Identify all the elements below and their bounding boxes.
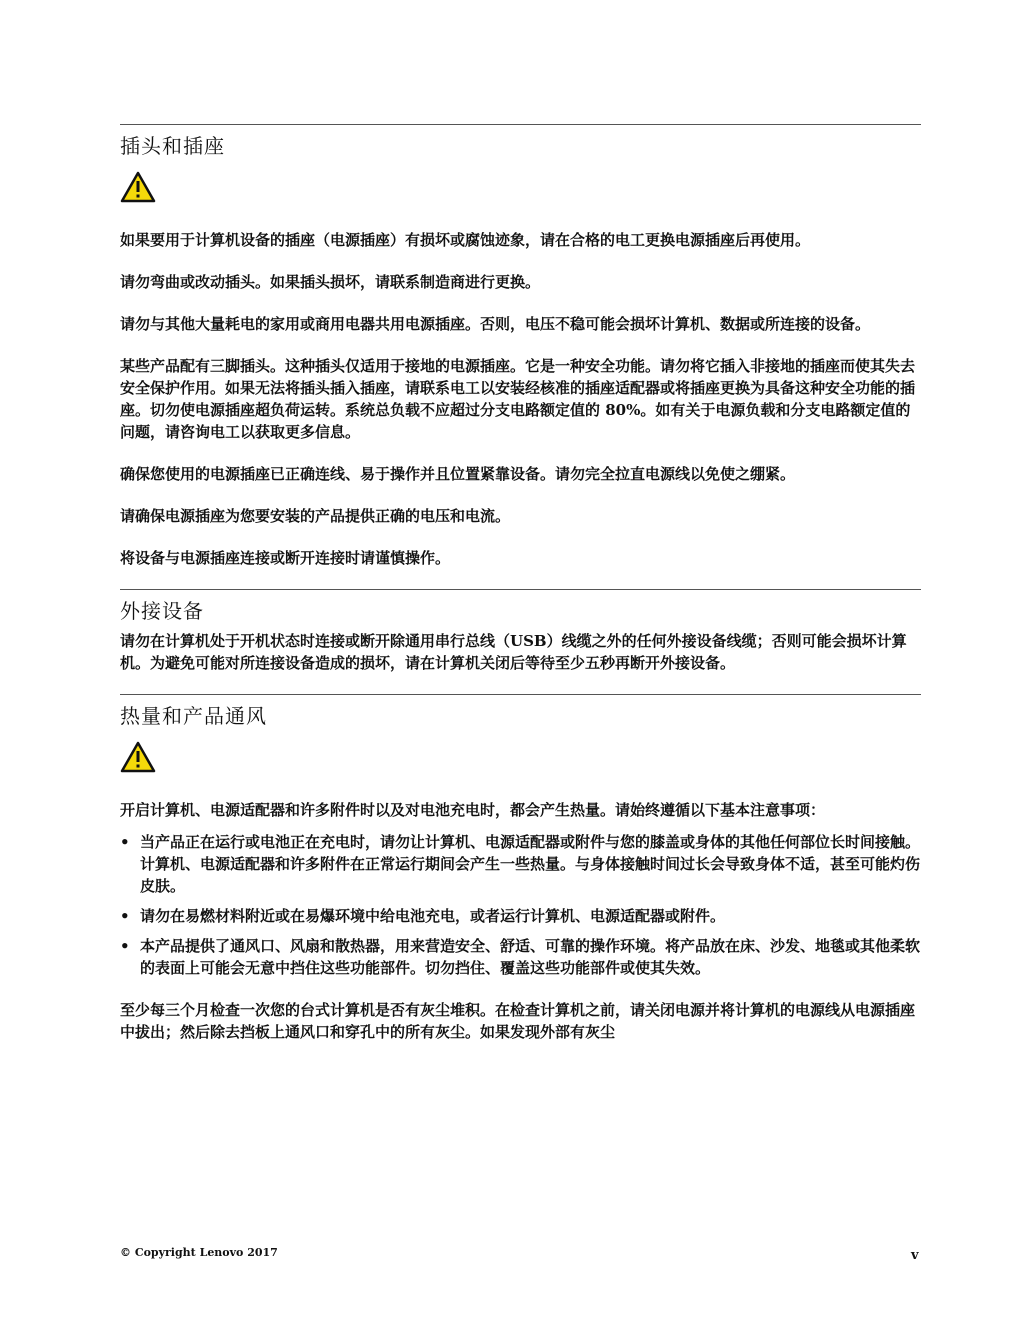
section-plugs <box>120 124 921 569</box>
bullet-icon: • <box>120 833 130 851</box>
paragraph: 确保您使用的电源插座已正确连线、易于操作并且位置紧靠设备。请勿完全拉直电源线以免使之绷紧。 <box>120 465 796 483</box>
section-title-heat: 热量和产品通风 <box>120 704 267 728</box>
paragraph: 请勿弯曲或改动插头。如果插头损坏，请联系制造商进行更换。 <box>120 273 541 291</box>
document-page <box>120 124 921 1043</box>
paragraph: 某些产品配有三脚插头。这种插头仅适用于接地的电源插座。它是一种安全功能。请勿将它插入非接地的插座而使其失去安全保护作用。如果无法将插头插入插座，请联系电工以安装经核准的插座适配器或将插座更换为具备这种安全功能的插座。切勿使电源插座超负荷运转。系统总负载不应超过分支电路额定值的 80%。如有关于电源负载和分支电路额定值的问题，请咨询电工以获取更多信息。 <box>120 357 916 441</box>
section-divider <box>120 589 921 590</box>
list-item: • 本产品提供了通风口、风扇和散热器，用来营造安全、舒适、可靠的操作环境。将产品放在床、沙发、地毯或其他柔软的表面上可能会无意中挡住这些功能部件。切勿挡住、覆盖这些功能部件或使其失效。 <box>120 937 921 977</box>
list-item: • 请勿在易燃材料附近或在易爆环境中给电池充电，或者运行计算机、电源适配器或附件。 <box>120 907 726 925</box>
copyright-notice: © Copyright Lenovo 2017 <box>120 1246 278 1259</box>
section-title-plugs: 插头和插座 <box>120 134 225 158</box>
paragraph: 请确保电源插座为您要安装的产品提供正确的电压和电流。 <box>120 507 511 525</box>
paragraph: 至少每三个月检查一次您的台式计算机是否有灰尘堆积。在检查计算机之前，请关闭电源并将计算机的电源线从电源插座中拔出；然后除去挡板上通风口和穿孔中的所有灰尘。如果发现外部有灰尘 <box>120 1001 916 1041</box>
paragraph: 开启计算机、电源适配器和许多附件时以及对电池充电时，都会产生热量。请始终遵循以下基本注意事项： <box>120 801 826 819</box>
paragraph: 请勿在计算机处于开机状态时连接或断开除通用串行总线（USB）线缆之外的任何外接设备线缆；否则可能会损坏计算机。为避免可能对所连接设备造成的损坏，请在计算机关闭后等待至少五秒再断开外接设备。 <box>120 632 907 672</box>
bullet-list <box>120 831 921 979</box>
paragraph: 如果要用于计算机设备的插座（电源插座）有损坏或腐蚀迹象，请在合格的电工更换电源插座后再使用。 <box>120 231 811 249</box>
page-number: v <box>911 1248 919 1263</box>
bullet-icon: • <box>120 937 130 955</box>
paragraph: 请勿与其他大量耗电的家用或商用电器共用电源插座。否则，电压不稳可能会损坏计算机、数据或所连接的设备。 <box>120 315 871 333</box>
section-title-external: 外接设备 <box>120 599 204 623</box>
section-divider <box>120 694 921 695</box>
bullet-icon: • <box>120 907 130 925</box>
list-item: • 当产品正在运行或电池正在充电时，请勿让计算机、电源适配器或附件与您的膝盖或身体的其他任何部位长时间接触。计算机、电源适配器和许多附件在正常运行期间会产生一些热量。与身体接触时间过长会导致身体不适，甚至可能灼伤皮肤。 <box>120 833 921 895</box>
section-external-devices <box>120 589 921 674</box>
warning-triangle-icon <box>120 741 156 773</box>
section-heat <box>120 694 921 1043</box>
section-divider <box>120 124 921 125</box>
paragraph: 将设备与电源插座连接或断开连接时请谨慎操作。 <box>120 549 451 567</box>
warning-triangle-icon <box>120 171 156 203</box>
